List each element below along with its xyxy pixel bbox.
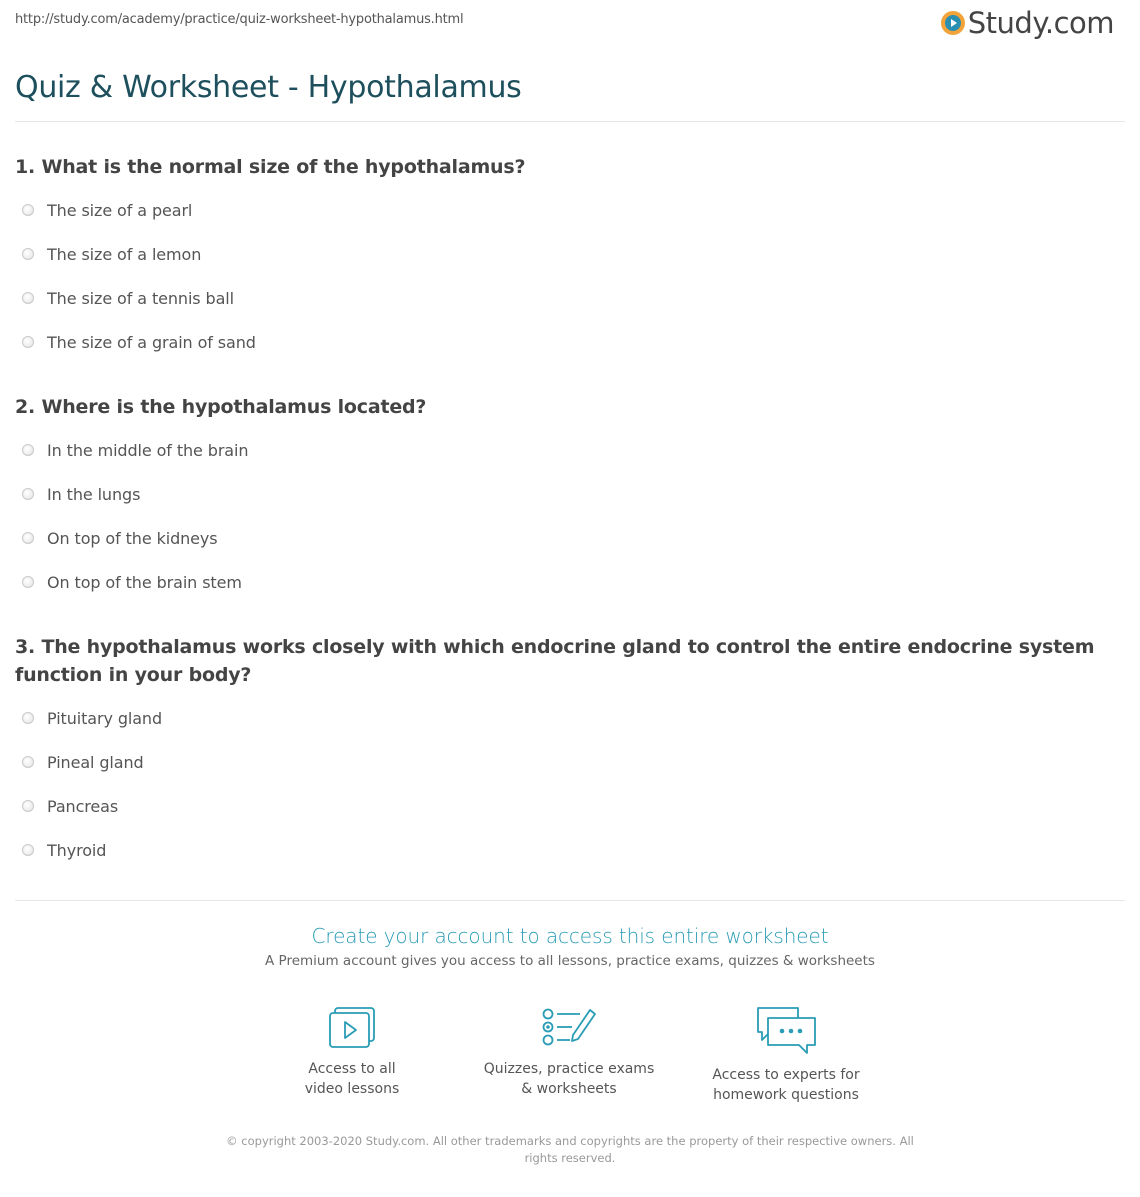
create-account-link[interactable]: Create your account to access this entire worksheet bbox=[311, 924, 829, 948]
answer-option[interactable] bbox=[22, 526, 218, 550]
study-logo[interactable] bbox=[941, 6, 1114, 40]
logo-text: Study.com bbox=[967, 6, 1114, 40]
question-1: 1. What is the normal size of the hypothalamus? bbox=[15, 156, 526, 178]
radio-button[interactable] bbox=[22, 204, 34, 216]
divider bbox=[15, 900, 1125, 901]
chat-bubbles-icon bbox=[754, 1005, 818, 1057]
answer-option[interactable] bbox=[22, 570, 242, 594]
answer-option[interactable] bbox=[22, 242, 201, 266]
question-3: 3. The hypothalamus works closely with which endocrine gland to control the entire endocrine system function in your body? bbox=[15, 636, 1095, 686]
answer-option[interactable] bbox=[22, 330, 256, 354]
question-2: 2. Where is the hypothalamus located? bbox=[15, 396, 427, 418]
answer-option[interactable] bbox=[22, 286, 234, 310]
feature-quizzes bbox=[479, 1005, 659, 1099]
radio-button[interactable] bbox=[22, 576, 34, 588]
radio-button[interactable] bbox=[22, 756, 34, 768]
feature-label-line: Quizzes, practice exams bbox=[483, 1061, 655, 1077]
answer-label: Thyroid bbox=[47, 840, 107, 860]
divider bbox=[15, 121, 1125, 122]
radio-button[interactable] bbox=[22, 336, 34, 348]
answer-label: Pancreas bbox=[47, 796, 119, 816]
answer-option[interactable] bbox=[22, 482, 140, 506]
feature-experts bbox=[696, 1005, 876, 1105]
feature-label-line: & worksheets bbox=[521, 1081, 617, 1097]
feature-label-line: Access to all bbox=[308, 1061, 396, 1077]
answer-label: Pineal gland bbox=[47, 752, 144, 772]
radio-button[interactable] bbox=[22, 248, 34, 260]
copyright-notice: © copyright 2003-2020 Study.com. All other trademarks and copyrights are the property of their respective owners. All rights reserved. bbox=[226, 1134, 914, 1165]
feature-label-line: homework questions bbox=[713, 1087, 859, 1103]
answer-label: The size of a tennis ball bbox=[47, 288, 234, 308]
radio-button[interactable] bbox=[22, 712, 34, 724]
radio-button[interactable] bbox=[22, 292, 34, 304]
feature-label-line: video lessons bbox=[304, 1081, 400, 1097]
answer-label: The size of a grain of sand bbox=[47, 332, 256, 352]
video-lessons-icon bbox=[326, 1005, 378, 1051]
play-circle-icon bbox=[941, 11, 965, 35]
radio-button[interactable] bbox=[22, 444, 34, 456]
radio-button[interactable] bbox=[22, 844, 34, 856]
quiz-checklist-icon bbox=[540, 1005, 598, 1051]
premium-description: A Premium account gives you access to all lessons, practice exams, quizzes & worksheets bbox=[265, 953, 875, 969]
page-url: http://study.com/academy/practice/quiz-worksheet-hypothalamus.html bbox=[15, 12, 464, 27]
answer-option[interactable] bbox=[22, 794, 118, 818]
answer-label: Pituitary gland bbox=[47, 708, 163, 728]
answer-option[interactable] bbox=[22, 706, 162, 730]
answer-label: On top of the kidneys bbox=[47, 528, 218, 548]
answer-option[interactable] bbox=[22, 198, 192, 222]
feature-video-lessons bbox=[262, 1005, 442, 1099]
answer-label: In the middle of the brain bbox=[47, 440, 249, 460]
radio-button[interactable] bbox=[22, 532, 34, 544]
answer-label: The size of a pearl bbox=[47, 200, 193, 220]
feature-label-line: Access to experts for bbox=[712, 1067, 860, 1083]
answer-label: On top of the brain stem bbox=[47, 572, 242, 592]
page-title: Quiz & Worksheet - Hypothalamus bbox=[15, 70, 522, 105]
radio-button[interactable] bbox=[22, 488, 34, 500]
radio-button[interactable] bbox=[22, 800, 34, 812]
top-bar bbox=[0, 0, 1140, 50]
answer-label: In the lungs bbox=[47, 484, 141, 504]
answer-label: The size of a lemon bbox=[47, 244, 202, 264]
answer-option[interactable] bbox=[22, 750, 144, 774]
answer-option[interactable] bbox=[22, 438, 248, 462]
answer-option[interactable] bbox=[22, 838, 106, 862]
